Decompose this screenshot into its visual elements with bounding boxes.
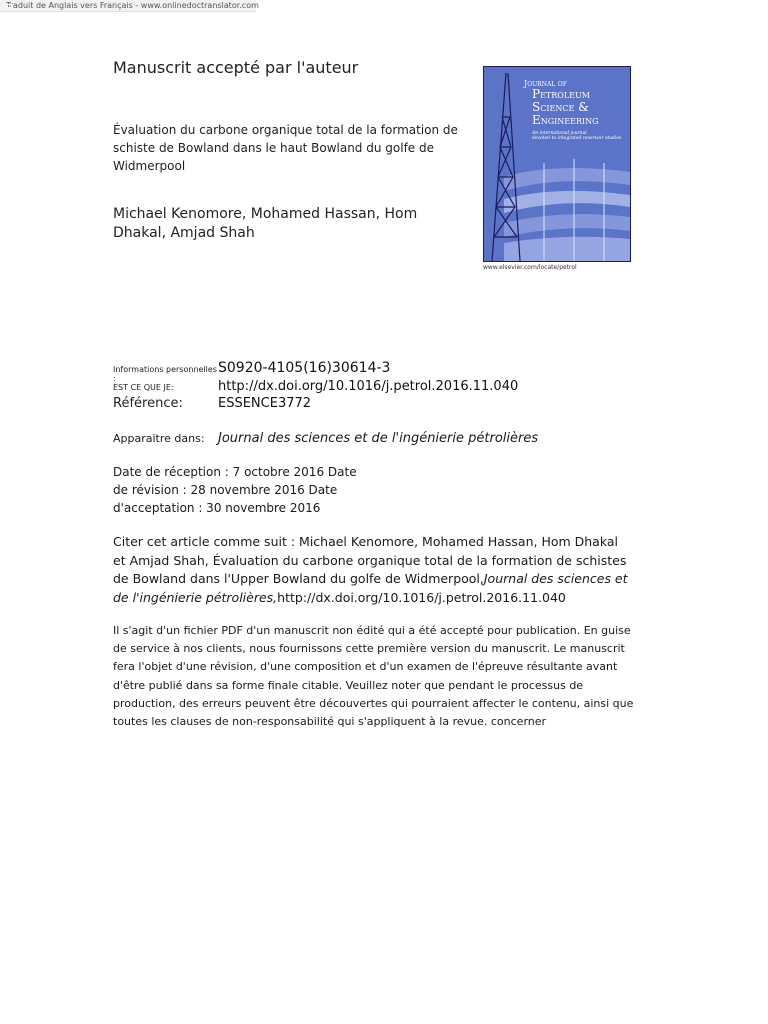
translator-bar [0, 0, 259, 12]
page-heading: Manuscrit accepté par l'auteur [113, 58, 359, 77]
cover-url[interactable]: www.elsevier.com/locate/petrol [483, 264, 577, 271]
appear-in-label: Apparaitre dans: [113, 432, 205, 445]
citation-text: Citer cet article comme suit : Michael Kenomore, Mohamed Hassan, Hom Dhakal et Amjad Shah, Évaluation du carbone organique total de la formation de schistes de Bowland dans l'Upper Bowland du golfe de Widmerpool, [113, 534, 627, 586]
citation-doi[interactable]: http://dx.doi.org/10.1016/j.petrol.2016.11.040 [277, 589, 566, 605]
cover-title-line1: Journal of [524, 79, 567, 88]
reference-label: Référence: [113, 396, 183, 411]
dates-block [113, 463, 373, 517]
cover-title-line3: Science & [532, 100, 589, 114]
doi-row [113, 379, 518, 394]
appear-in-journal: Journal des sciences et de l'ingénierie pétrolières [218, 431, 539, 446]
citation-journal: Journal des sciences et de l'ingénierie pétrolières, [113, 571, 628, 605]
article-title: Évaluation du carbone organique total de la formation de schiste de Bowland dans le haut Bowland du golfe de Widmerpool [113, 123, 458, 173]
reference-value: ESSENCE3772 [218, 396, 312, 411]
manuscript-notice: Il s'agit d'un fichier PDF d'un manuscrit non édité qui a été accepté pour publication. En guise de service à nos clients, nous fournissons cette première version du manuscrit. Le manuscrit fera l'objet d'une révision, d'une composition et d'un examen de l'épreuve résultante avant d'être publié dans sa forme finale citable. Veuillez noter que pendant le processus de production, des erreurs peuvent être découvertes qui pourraient affecter le contenu, ainsi que toutes les clauses de non-responsabilité qui s'appliquent à la revue. concerner [113, 624, 634, 729]
pii-value: S0920-4105(16)30614-3 [218, 360, 391, 376]
date-revised: de révision : 28 novembre 2016 Date [113, 483, 338, 497]
pii-label: Informations personnelles : [113, 365, 217, 383]
citation [113, 533, 633, 607]
appear-in-row [113, 431, 538, 446]
date-received: Date de réception : 7 octobre 2016 Date [113, 465, 357, 479]
doi-value[interactable]: http://dx.doi.org/10.1016/j.petrol.2016.11.040 [218, 379, 519, 394]
translator-bar-text[interactable]: Traduit de Anglais vers Français - www.onlinedoctranslator.com [6, 1, 259, 10]
cover-subline1: An international journal [532, 131, 587, 136]
date-accepted: d'acceptation : 30 novembre 2016 [113, 501, 321, 515]
cover-title-line2: Petroleum [532, 87, 590, 101]
cover-subline2: devoted to integrated reservoir studies [532, 136, 622, 141]
reference-row [113, 396, 311, 411]
doi-label: EST CE QUE JE: [113, 383, 174, 392]
journal-cover-image [483, 66, 631, 262]
authors: Michael Kenomore, Mohamed Hassan, Hom Dhakal, Amjad Shah [113, 206, 418, 241]
cover-title-line4: Engineering [532, 113, 599, 127]
